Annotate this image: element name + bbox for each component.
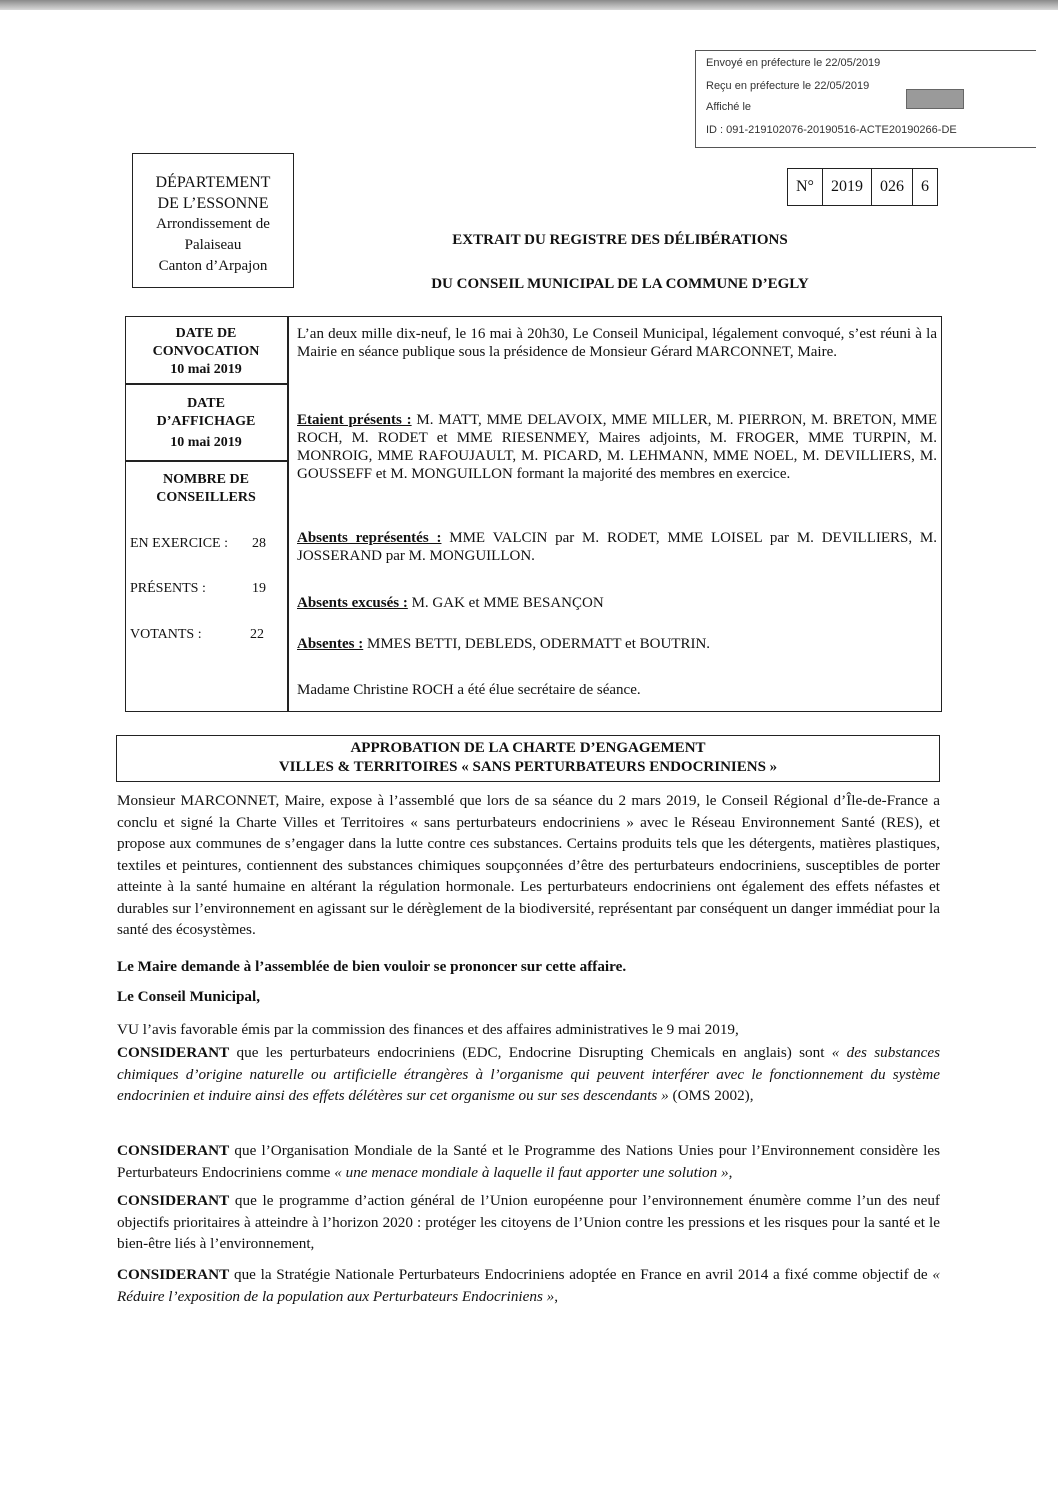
session-intro: L’an deux mille dix-neuf, le 16 mai à 20h30, Le Conseil Municipal, légalement convoqué, s’est réuni à la Mairie en séance publique sous la présidence de Monsieur Gérard MARCONNET, Maire. [297,326,937,360]
convocation-date: 10 mai 2019 [170,362,242,377]
arrondissement-name: Palaiseau [184,237,242,253]
number-num: 026 [871,169,912,206]
mayor-request: Le Maire demande à l’assemblée de bien vouloir se prononcer sur cette affaire. [117,958,627,975]
represented-heading: Absents représentés : [297,530,442,546]
secretary-line: Madame Christine ROCH a été élue secrétaire de séance. [297,682,641,698]
subject-line-2: VILLES & TERRITOIRES « SANS PERTURBATEURS ENDOCRINIENS » [278,759,778,775]
presents-value: 19 [252,581,266,596]
considerant-4-quote: « Réduire l’exposition de la population aux Perturbateurs Endocriniens » [117,1266,940,1305]
subject-line-1: APPROBATION DE LA CHARTE D’ENGAGEMENT [350,740,706,756]
seal-icon [906,89,964,109]
document-title: EXTRAIT DU REGISTRE DES DÉLIBÉRATIONS [452,232,788,248]
presents-label: PRÉSENTS : [130,581,206,596]
row-divider [126,460,287,462]
presents-paragraph [297,411,937,483]
excused-list: M. GAK et MME BESANÇON [407,595,604,611]
prefecture-stamp [695,50,1036,148]
affichage-label: DATE D’AFFICHAGE [156,396,256,429]
number-sub: 6 [912,169,937,206]
considerant-3-text: que le programme d’action général de l’Union européenne pour l’environnement énumère comme l’un des neuf objectifs prioritaires à atteindre à l’horizon 2020 : protéger les citoyens de l’Union contre les pressions et les risques pour la santé et le bien-être liés à l’environnement, [117,1192,940,1252]
subject-box [116,735,940,782]
stamp-received: Reçu en préfecture le 22/05/2019 [706,80,870,92]
row-divider [126,383,287,385]
council-heading: Le Conseil Municipal, [117,988,261,1005]
number-label: N° [788,169,823,206]
absent-paragraph [297,635,937,653]
arrondissement-label: Arrondissement de [156,216,270,232]
considerant-2 [117,1140,940,1183]
nombre-label: NOMBRE DE CONSEILLERS [156,472,256,505]
considerant-1-source: (OMS 2002), [668,1087,754,1104]
considerant-2-quote: « une menace mondiale à laquelle il faut apporter une solution » [334,1163,729,1181]
session-info-table [125,316,942,712]
presents-heading: Etaient présents : [297,412,412,428]
considerant-keyword: CONSIDERANT [117,1044,230,1061]
column-divider [287,317,289,711]
excused-heading: Absents excusés : [297,595,408,611]
deliberation-number [787,168,938,206]
department-name: DÉPARTEMENT [155,174,271,191]
vu-paragraph: VU l’avis favorable émis par la commission des finances et des affaires administratives le 9 mai 2019, [117,1021,739,1038]
document-subtitle: DU CONSEIL MUNICIPAL DE LA COMMUNE D’EGLY [431,276,809,292]
represented-paragraph [297,529,937,565]
considerant-keyword: CONSIDERANT [117,1266,230,1283]
considerant-4 [117,1264,940,1307]
stamp-posted: Affiché le [706,101,752,113]
absent-heading: Absentes : [297,636,364,652]
considerant-1 [117,1042,940,1107]
stamp-sent: Envoyé en préfecture le 22/05/2019 [706,57,881,69]
considerant-4-end: , [554,1287,559,1305]
represented-list: MME VALCIN par M. RODET, MME LOISEL par M. DEVILLIERS, M. JOSSERAND par M. MONGUILLON. [297,530,937,564]
exercice-value: 28 [252,536,266,551]
votants-value: 22 [250,627,264,642]
considerant-keyword: CONSIDERANT [117,1192,230,1209]
scan-edge [0,0,1058,10]
number-year: 2019 [822,169,871,206]
considerant-2-text: que l’Organisation Mondiale de la Santé et le Programme des Nations Unies pour l’Environnement considère les Perturbateurs Endocriniens comme [117,1142,940,1181]
convocation-label: DATE DE CONVOCATION [152,326,260,359]
considerant-4-text: que la Stratégie Nationale Perturbateurs Endocriniens adoptée en France en avril 2014 a fixé comme objectif de [229,1266,933,1283]
affichage-date: 10 mai 2019 [170,435,242,450]
canton: Canton d’Arpajon [158,258,268,274]
considerant-keyword: CONSIDERANT [117,1142,230,1159]
department-box [132,153,294,288]
exercice-label: EN EXERCICE : [130,536,228,551]
department-region: DE L’ESSONNE [157,195,269,212]
absent-list: MMES BETTI, DEBLEDS, ODERMATT et BOUTRIN. [363,636,711,652]
considerant-2-end: , [728,1163,733,1181]
votants-label: VOTANTS : [130,627,202,642]
exposition-paragraph: Monsieur MARCONNET, Maire, expose à l’assemblé que lors de sa séance du 2 mars 2019, le Conseil Régional d’Île-de-France a conclu et signé la Charte Villes et Territoires « sans perturbateurs endocriniens » avec le Réseau Environnement Santé (RES), et propose aux communes de s’engager dans la lutte contre ces substances. Certains produits tels que les détergents, matières plastiques, textiles et peintures, contiennent des substances chimiques soupçonnées d’être des perturbateurs endocriniens, susceptibles de porter atteinte à la santé humaine en altérant la régulation hormonale. Les perturbateurs endocriniens ont également des effets néfastes et durables sur l’environnement en agissant sur le dérèglement de la biodiversité, représentant par conséquent un danger immédiat pour la santé des écosystèmes. [117,792,940,938]
considerant-3 [117,1190,940,1255]
excused-paragraph [297,594,937,612]
stamp-id: ID : 091-219102076-20190516-ACTE20190266-DE [706,124,957,136]
considerant-1-quote: « des substances chimiques d’origine naturelle ou artificielle étrangères à l’organisme qui peuvent interférer avec le fonctionnement du système endocrinien et induire ainsi des effets délétères sur cet organisme ou sur ses descendants » [117,1044,941,1104]
presents-list: M. MATT, MME DELAVOIX, MME MILLER, M. PIERRON, M. BRETON, MME ROCH, M. RODET et MME RIESENMEY, Maires adjoints, M. FROGER, MME TURPIN, M. MONROIG, MME RAFOUJAULT, M. PICARD, M. LEHMANN, MME NOEL, M. DEVILLIERS, M. GOUSSEFF et M. MONGUILLON formant la majorité des membres en exercice. [297,412,937,482]
considerant-1-text: que les perturbateurs endocriniens (EDC, Endocrine Disrupting Chemicals en anglais) sont [229,1044,832,1061]
